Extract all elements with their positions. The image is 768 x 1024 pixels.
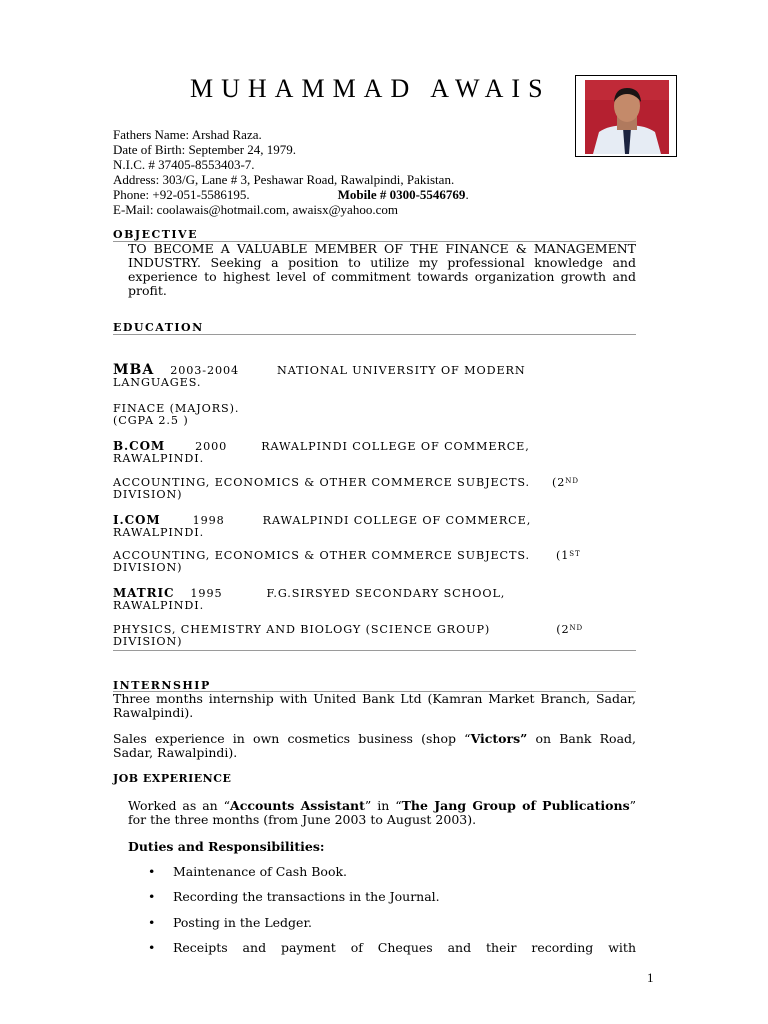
date-of-birth: Date of Birth: September 24, 1979. [113, 142, 297, 157]
mba-cgpa: (CGPA 2.5 ) [113, 414, 189, 427]
mobile: Mobile # 0300-5546769 [337, 187, 466, 202]
sales-post: on Bank Road, Sadar, Rawalpindi). [113, 731, 637, 760]
div-bcom-sup: ND [565, 477, 579, 485]
bullet-icon: • [148, 864, 156, 879]
contact-details [113, 127, 469, 217]
page-number: 1 [647, 970, 654, 985]
mba-major: FINACE (MAJORS). [113, 402, 240, 415]
fathers-name: Fathers Name: Arshad Raza. [113, 127, 262, 142]
duty-text: Posting in the Ledger. [173, 915, 313, 930]
email: E-Mail: coolawais@hotmail.com, awaisx@yahoo.com [113, 202, 398, 217]
edu-icom-subjects [113, 550, 581, 574]
duty-item [148, 864, 347, 879]
div-icom: (1 [556, 549, 570, 562]
duty-text: Maintenance of Cash Book. [173, 864, 348, 879]
profile-photo-frame [575, 75, 677, 157]
subjects-icom: ACCOUNTING, ECONOMICS & OTHER COMMERCE SUBJECTS. [113, 549, 530, 562]
bullet-icon: • [148, 940, 156, 955]
bullet-icon: • [148, 889, 156, 904]
shop-name: Victors” [470, 731, 528, 746]
job-w5: ” for the three months (from June 2003 to August 2003). [128, 798, 636, 827]
degree-icom: I.COM [113, 513, 161, 527]
subjects-matric: PHYSICS, CHEMISTRY AND BIOLOGY (SCIENCE GROUP) [113, 623, 491, 636]
internship-heading: INTERNSHIP [113, 679, 211, 692]
div-bcom-2: DIVISION) [113, 488, 183, 501]
duty-text: Recording the transactions in the Journal. [173, 889, 440, 904]
objective-heading: OBJECTIVE [113, 228, 198, 241]
edu-matric-subjects [113, 624, 583, 648]
employer: The Jang Group of Publications [401, 798, 630, 813]
inst-icom: RAWALPINDI COLLEGE OF COMMERCE, [262, 514, 532, 527]
sales-experience [113, 732, 636, 760]
subjects-bcom: ACCOUNTING, ECONOMICS & OTHER COMMERCE SUBJECTS. [113, 476, 530, 489]
internship-text: Three months internship with United Bank Ltd (Kamran Market Branch, Sadar, Rawalpindi). [113, 691, 636, 720]
div-matric: (2 [556, 623, 570, 636]
edu-bcom-subjects [113, 477, 579, 501]
portrait-image [585, 80, 669, 154]
degree-matric: MATRIC [113, 586, 175, 600]
nic-number: N.I.C. # 37405-8553403-7. [113, 157, 255, 172]
sales-pre: Sales experience in own cosmetics business (shop “ [113, 731, 471, 746]
education-divider [113, 334, 636, 335]
job-description [128, 799, 636, 827]
edu-mba [113, 364, 526, 389]
div-icom-sup: ST [569, 550, 581, 558]
duty-text: Receipts and payment of Cheques and their recording with [173, 940, 636, 955]
year-mba: 2003-2004 [170, 364, 240, 377]
phone-line [113, 187, 469, 202]
job-title: Accounts Assistant [230, 798, 365, 813]
candidate-name: MUHAMMAD AWAIS [190, 74, 551, 103]
duties-colon: : [319, 839, 325, 854]
div-icom-2: DIVISION) [113, 561, 183, 574]
profile-photo [585, 80, 669, 154]
div-matric-2: DIVISION) [113, 635, 183, 648]
year-icom: 1998 [192, 514, 225, 527]
duty-item [148, 940, 636, 955]
year-bcom: 2000 [195, 440, 228, 453]
edu-icom [113, 514, 531, 539]
education-heading: EDUCATION [113, 321, 204, 334]
inst-bcom: RAWALPINDI COLLEGE OF COMMERCE, [261, 440, 530, 453]
inst-matric: F.G.SIRSYED SECONDARY SCHOOL, [266, 587, 506, 600]
address: Address: 303/G, Lane # 3, Peshawar Road, Rawalpindi, Pakistan. [113, 172, 455, 187]
mobile-period: . [465, 187, 469, 202]
edu-matric [113, 587, 505, 612]
job-w1: Worked as an “ [128, 798, 231, 813]
job-experience-heading: JOB EXPERIENCE [113, 772, 232, 785]
duties-heading-text: Duties and Responsibilities [128, 839, 320, 854]
degree-mba: MBA [113, 362, 155, 378]
edu-mba-details [113, 403, 239, 427]
div-bcom: (2 [552, 476, 566, 489]
inst-bcom-2: RAWALPINDI. [113, 452, 205, 465]
inst-matric-2: RAWALPINDI. [113, 599, 205, 612]
year-matric: 1995 [190, 587, 223, 600]
duties-heading [128, 839, 325, 854]
duty-item [148, 915, 312, 930]
degree-bcom: B.COM [113, 439, 166, 453]
edu-bcom [113, 440, 530, 465]
job-w3: ” in “ [364, 798, 402, 813]
inst-mba: NATIONAL UNIVERSITY OF MODERN [277, 364, 526, 377]
div-matric-sup: ND [569, 624, 584, 632]
education-end-divider [113, 650, 636, 651]
phone: Phone: +92-051-5586195. [113, 187, 250, 202]
duty-item [148, 889, 440, 904]
inst-icom-2: RAWALPINDI. [113, 526, 205, 539]
bullet-icon: • [148, 915, 156, 930]
inst-mba-2: LANGUAGES. [113, 376, 202, 389]
objective-text: TO BECOME A VALUABLE MEMBER OF THE FINANCE & MANAGEMENT INDUSTRY. Seeking a position to utilize my professional knowledge and experience to highest level of commitment towards organization growth and profit. [128, 241, 636, 298]
